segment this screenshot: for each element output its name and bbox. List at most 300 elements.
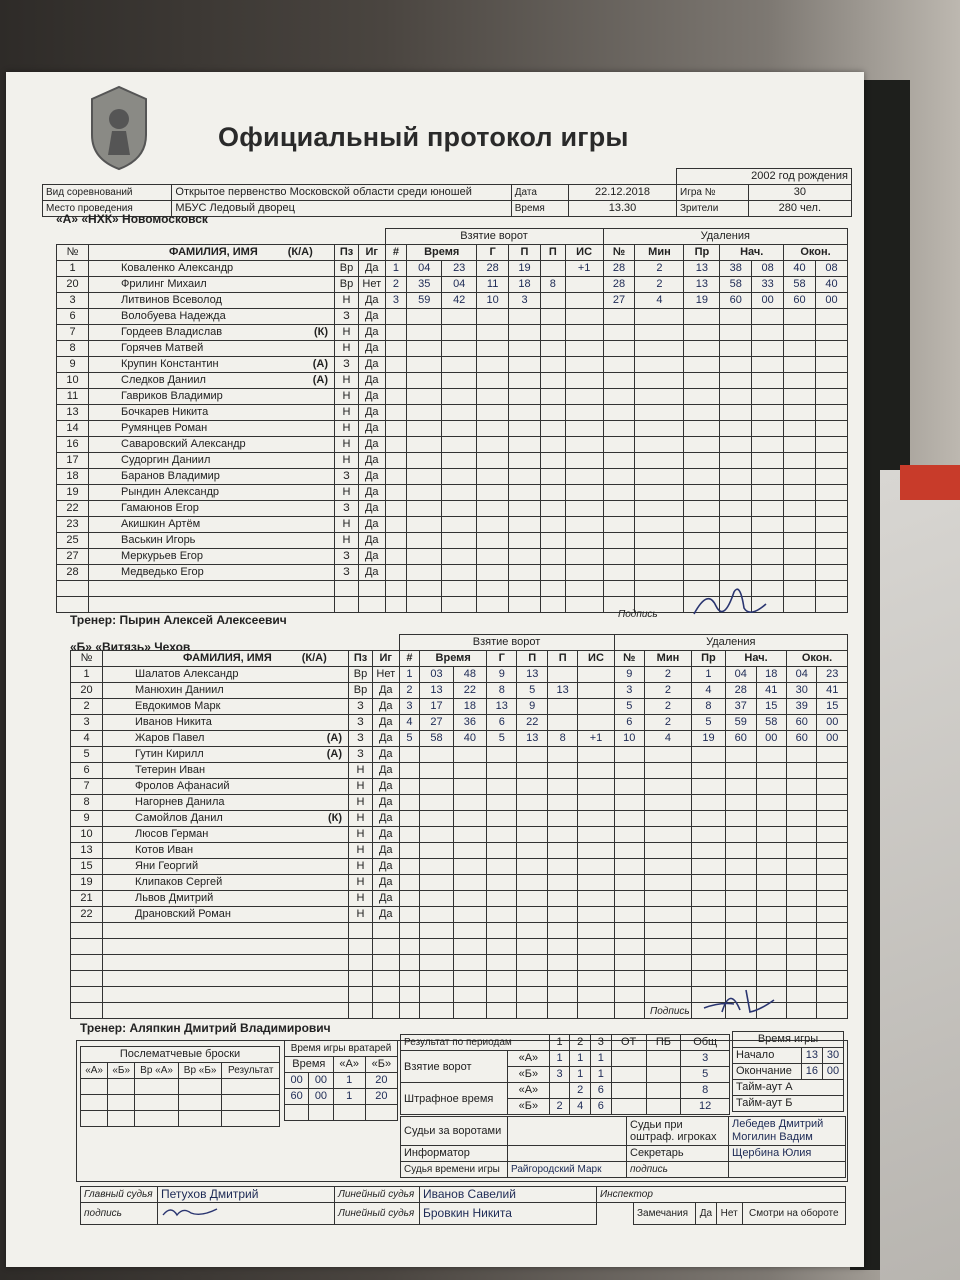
player-number: 6 xyxy=(57,309,89,325)
cloth-background xyxy=(880,470,960,1280)
period-1-value: 1 xyxy=(549,1051,570,1067)
player-played: Да xyxy=(359,293,386,309)
goal-situation xyxy=(578,907,614,923)
pb-value xyxy=(646,1083,681,1099)
pen-start-sec: 00 xyxy=(756,731,786,747)
pen-minutes: 2 xyxy=(635,277,684,293)
goal-assist-2 xyxy=(547,795,577,811)
pen-reason xyxy=(684,533,720,549)
pen-start-sec xyxy=(752,309,784,325)
goal-num xyxy=(385,309,407,325)
pen-end-min xyxy=(784,565,816,581)
pen-start-sec xyxy=(752,373,784,389)
goal-num: 1 xyxy=(385,261,407,277)
player-name-text: Медведько Егор xyxy=(121,566,204,578)
goal-assist-1 xyxy=(509,437,541,453)
goal-assist-2 xyxy=(547,875,577,891)
pen-reason: 19 xyxy=(691,731,725,747)
goal-sec xyxy=(453,907,486,923)
goal-assist-2 xyxy=(540,357,565,373)
goal-num xyxy=(385,533,407,549)
player-position: Н xyxy=(349,763,373,779)
pen-min-header: Мин xyxy=(635,245,684,261)
goal-min xyxy=(420,795,453,811)
pen-start-min xyxy=(726,779,756,795)
goal-min xyxy=(407,325,442,341)
player-role: (А) xyxy=(312,358,328,370)
pen-end-sec xyxy=(816,309,848,325)
p2-header: П xyxy=(547,651,577,667)
player-played: Да xyxy=(359,453,386,469)
player-played: Да xyxy=(359,565,386,581)
table-row xyxy=(71,779,848,795)
is-header: ИС xyxy=(578,651,614,667)
pen-end-sec: 15 xyxy=(817,699,848,715)
team-tag: «А» xyxy=(508,1083,550,1099)
goal-situation xyxy=(565,341,603,357)
table-row xyxy=(71,763,848,779)
so-b: «Б» xyxy=(108,1063,135,1079)
player-position: Н xyxy=(349,907,373,923)
pen-end-min xyxy=(784,533,816,549)
goal-min xyxy=(420,955,453,971)
pen-start-sec: 15 xyxy=(756,699,786,715)
pen-minutes xyxy=(645,843,692,859)
pen-end-min xyxy=(784,309,816,325)
pen-minutes xyxy=(635,453,684,469)
goal-assist-1 xyxy=(517,827,547,843)
player-number: 16 xyxy=(57,437,89,453)
goal-num xyxy=(399,747,420,763)
goal-min: 35 xyxy=(407,277,442,293)
player-position: З xyxy=(335,469,359,485)
goal-situation xyxy=(578,1003,614,1019)
goal-scorer xyxy=(477,501,509,517)
empty-cell xyxy=(349,939,373,955)
pen-reason: 13 xyxy=(684,277,720,293)
team-a-signature xyxy=(690,578,770,623)
pen-end-min xyxy=(786,891,816,907)
pen-end-sec xyxy=(816,389,848,405)
goal-assist-1 xyxy=(509,405,541,421)
gk-title: Время игры вратарей xyxy=(285,1041,398,1057)
goal-assist-2 xyxy=(547,763,577,779)
period-1-value: 3 xyxy=(549,1067,570,1083)
pen-end-sec xyxy=(817,939,848,955)
goal-sec: 04 xyxy=(442,277,477,293)
goal-assist-2 xyxy=(540,341,565,357)
pen-end-min xyxy=(784,325,816,341)
goal-situation xyxy=(578,699,614,715)
pen-player xyxy=(603,501,635,517)
goal-situation xyxy=(578,811,614,827)
goal-min xyxy=(407,357,442,373)
so-result: Результат xyxy=(222,1063,280,1079)
pen-start-sec xyxy=(752,453,784,469)
goal-num xyxy=(385,517,407,533)
player-name-text: Фрилинг Михаил xyxy=(121,278,207,290)
birth-year: 2002 год рождения xyxy=(748,169,851,185)
goal-scorer: 10 xyxy=(477,293,509,309)
player-number: 27 xyxy=(57,549,89,565)
goal-assist-1 xyxy=(509,565,541,581)
goal-scorer xyxy=(477,517,509,533)
empty-cell xyxy=(373,939,400,955)
goal-num xyxy=(399,987,420,1003)
player-number: 6 xyxy=(71,763,103,779)
goal-sec xyxy=(442,581,477,597)
pen-start-min xyxy=(720,549,752,565)
goal-assist-1 xyxy=(517,779,547,795)
goal-assist-2 xyxy=(540,469,565,485)
player-played: Да xyxy=(373,683,400,699)
goal-assist-1 xyxy=(517,971,547,987)
pen-start-header: Нач. xyxy=(720,245,784,261)
player-name-text: Баранов Владимир xyxy=(121,470,220,482)
spacer xyxy=(57,229,89,245)
goal-assist-2: 13 xyxy=(547,683,577,699)
pen-start-sec xyxy=(752,341,784,357)
goal-assist-1: 13 xyxy=(517,731,547,747)
pen-end-sec xyxy=(817,971,848,987)
pen-start-sec xyxy=(756,891,786,907)
player-position: Н xyxy=(335,437,359,453)
pen-player xyxy=(603,421,635,437)
goal-sec xyxy=(453,875,486,891)
goal-min xyxy=(420,907,453,923)
pen-minutes xyxy=(635,405,684,421)
linesman-2-label: Линейный судья xyxy=(335,1203,420,1225)
ot-value xyxy=(611,1067,646,1083)
goal-min xyxy=(420,971,453,987)
pen-end-min xyxy=(784,389,816,405)
pen-reason xyxy=(684,309,720,325)
goal-assist-2 xyxy=(540,581,565,597)
pen-player xyxy=(614,891,644,907)
pen-start-min xyxy=(726,747,756,763)
pen-player xyxy=(614,923,644,939)
pen-end-header: Окон. xyxy=(786,651,847,667)
pen-start-min xyxy=(720,469,752,485)
pen-end-sec xyxy=(817,843,848,859)
pen-end-min xyxy=(784,581,816,597)
player-played: Да xyxy=(373,747,400,763)
ig-header: Иг xyxy=(373,651,400,667)
p-header: П xyxy=(509,245,541,261)
goal-sec xyxy=(453,971,486,987)
goal-situation xyxy=(565,389,603,405)
goal-situation xyxy=(578,859,614,875)
goal-sec xyxy=(442,501,477,517)
name-header xyxy=(103,651,349,667)
team-b-coach: Тренер: Аляпкин Дмитрий Владимирович xyxy=(80,1021,331,1035)
penalties-title: Удаления xyxy=(603,229,847,245)
player-number: 9 xyxy=(57,357,89,373)
pen-start-min: 37 xyxy=(726,699,756,715)
goal-assist-1 xyxy=(509,581,541,597)
total-value: 8 xyxy=(681,1083,730,1099)
goal-scorer xyxy=(487,747,517,763)
referees-table xyxy=(80,1186,846,1225)
player-name xyxy=(89,373,335,389)
empty-cell xyxy=(71,955,103,971)
goal-scorer xyxy=(477,341,509,357)
pen-reason xyxy=(691,795,725,811)
name-header xyxy=(89,245,335,261)
goal-assist-2 xyxy=(547,843,577,859)
referee-label: Главный судья xyxy=(81,1187,158,1203)
empty-cell xyxy=(103,1003,349,1019)
penbox-2: Могилин Вадим xyxy=(732,1131,813,1143)
timekeeper-label: Судья времени игры xyxy=(401,1162,508,1178)
pen-end-sec xyxy=(817,811,848,827)
goal-min xyxy=(407,549,442,565)
goal-assist-1: 5 xyxy=(517,683,547,699)
pen-end-min xyxy=(784,501,816,517)
goal-assist-2 xyxy=(547,955,577,971)
goal-min xyxy=(420,811,453,827)
goal-situation: +1 xyxy=(578,731,614,747)
pen-end-sec xyxy=(816,421,848,437)
pen-end-sec xyxy=(816,533,848,549)
goal-situation xyxy=(565,437,603,453)
goal-situation xyxy=(578,827,614,843)
player-name xyxy=(103,795,349,811)
table-row xyxy=(57,325,848,341)
player-played: Да xyxy=(373,699,400,715)
goal-assist-2 xyxy=(547,747,577,763)
pen-start-sec xyxy=(756,811,786,827)
goal-num xyxy=(399,811,420,827)
player-number: 20 xyxy=(71,683,103,699)
penalties-title: Удаления xyxy=(614,635,847,651)
date-label: Дата xyxy=(511,185,568,201)
goal-min xyxy=(420,891,453,907)
table-row xyxy=(71,683,848,699)
pen-end-sec xyxy=(817,875,848,891)
pen-start-sec xyxy=(752,357,784,373)
team-b-table xyxy=(70,634,848,1019)
pen-end-sec: 40 xyxy=(816,277,848,293)
player-number: 3 xyxy=(57,293,89,309)
pen-reason: 4 xyxy=(691,683,725,699)
informer-label: Информатор xyxy=(401,1146,508,1162)
empty-cell xyxy=(373,955,400,971)
pen-reason xyxy=(691,747,725,763)
period-pb: ПБ xyxy=(646,1035,681,1051)
pen-end-min xyxy=(786,843,816,859)
pen-minutes xyxy=(645,891,692,907)
player-number: 8 xyxy=(71,795,103,811)
player-position: Н xyxy=(349,843,373,859)
pen-minutes xyxy=(635,389,684,405)
table-row xyxy=(71,731,848,747)
spacer xyxy=(89,229,335,245)
goal-assist-2 xyxy=(540,309,565,325)
goal-assist-1 xyxy=(509,421,541,437)
goal-min xyxy=(420,779,453,795)
pen-reason xyxy=(684,373,720,389)
goal-situation xyxy=(578,747,614,763)
goal-assist-1 xyxy=(517,795,547,811)
player-position: Н xyxy=(349,891,373,907)
player-name-text: Рындин Александр xyxy=(121,486,220,498)
player-name xyxy=(103,843,349,859)
pen-minutes xyxy=(645,827,692,843)
empty-cell xyxy=(71,939,103,955)
pen-end-min: 30 xyxy=(786,683,816,699)
num-header: № xyxy=(57,245,89,261)
pen-start-min xyxy=(720,357,752,373)
goals-title: Взятие ворот xyxy=(399,635,614,651)
pen-minutes xyxy=(645,971,692,987)
goal-sec: 18 xyxy=(453,699,486,715)
pen-end-min: 40 xyxy=(784,261,816,277)
empty-cell xyxy=(103,923,349,939)
pim-label: Штрафное время xyxy=(401,1083,508,1115)
empty-cell xyxy=(335,597,359,613)
player-name-text: Васькин Игорь xyxy=(121,534,196,546)
pen-player: 5 xyxy=(614,699,644,715)
pen-start-min xyxy=(726,811,756,827)
goal-min xyxy=(407,565,442,581)
pen-player xyxy=(614,827,644,843)
pen-end-min xyxy=(786,827,816,843)
pen-minutes: 2 xyxy=(645,683,692,699)
table-row xyxy=(57,533,848,549)
empty-cell xyxy=(349,1003,373,1019)
gk-cell: 60 xyxy=(285,1089,309,1105)
empty-cell xyxy=(349,987,373,1003)
goal-situation xyxy=(565,597,603,613)
ig-header: Иг xyxy=(359,245,386,261)
empty-cell xyxy=(103,955,349,971)
player-played: Да xyxy=(359,405,386,421)
linesman-1-label: Линейный судья xyxy=(335,1187,420,1203)
goal-scorer xyxy=(487,875,517,891)
pen-reason xyxy=(691,763,725,779)
pen-player xyxy=(603,517,635,533)
pen-start-min xyxy=(720,485,752,501)
pen-end-sec xyxy=(817,955,848,971)
pen-reason: 13 xyxy=(684,261,720,277)
goal-min xyxy=(407,437,442,453)
goal-scorer xyxy=(477,357,509,373)
goal-sec xyxy=(442,373,477,389)
pen-end-min xyxy=(786,811,816,827)
empty-cell xyxy=(349,971,373,987)
goal-assist-2 xyxy=(547,923,577,939)
secretary-label: Секретарь xyxy=(627,1146,729,1162)
player-position: Н xyxy=(335,485,359,501)
pen-start-min xyxy=(726,827,756,843)
period-3-value: 1 xyxy=(590,1051,611,1067)
player-position: Н xyxy=(335,517,359,533)
inspector-label: Инспектор xyxy=(597,1187,846,1203)
team-b-sign-label: Подпись xyxy=(650,1006,690,1017)
goal-scorer xyxy=(477,389,509,405)
pen-start-min xyxy=(720,421,752,437)
pen-start-sec: 18 xyxy=(756,667,786,683)
table-row xyxy=(57,421,848,437)
goal-situation xyxy=(565,293,603,309)
period-3-value: 1 xyxy=(590,1067,611,1083)
timeout-a: Тайм-аут А xyxy=(733,1080,844,1096)
pen-player xyxy=(614,859,644,875)
goal-sec xyxy=(453,795,486,811)
pen-reason xyxy=(684,421,720,437)
pen-minutes xyxy=(635,485,684,501)
goal-sec: 48 xyxy=(453,667,486,683)
table-row xyxy=(71,827,848,843)
player-played: Да xyxy=(359,437,386,453)
player-played: Да xyxy=(359,469,386,485)
player-position: Н xyxy=(335,293,359,309)
player-played: Да xyxy=(373,811,400,827)
goal-num xyxy=(399,939,420,955)
pen-start-sec xyxy=(756,747,786,763)
pen-end-min xyxy=(784,549,816,565)
pen-num-header: № xyxy=(614,651,644,667)
table-row xyxy=(57,261,848,277)
player-position: Вр xyxy=(335,261,359,277)
goal-situation xyxy=(578,939,614,955)
goal-assist-2 xyxy=(547,779,577,795)
pen-minutes xyxy=(645,811,692,827)
period-1-value: 2 xyxy=(549,1099,570,1115)
player-name xyxy=(89,533,335,549)
pen-end-sec xyxy=(816,597,848,613)
table-row xyxy=(57,389,848,405)
pen-start-sec xyxy=(752,549,784,565)
table-row xyxy=(71,891,848,907)
goal-num: 1 xyxy=(399,667,420,683)
remarks-see-back: Смотри на обороте xyxy=(742,1203,845,1225)
player-number: 15 xyxy=(71,859,103,875)
player-played: Да xyxy=(359,549,386,565)
goal-num xyxy=(399,843,420,859)
goal-situation xyxy=(578,875,614,891)
player-name-text: Волобуева Надежда xyxy=(121,310,226,322)
pen-reason xyxy=(691,907,725,923)
pen-end-min: 60 xyxy=(784,293,816,309)
player-number: 9 xyxy=(71,811,103,827)
gk-cell: 00 xyxy=(309,1089,333,1105)
player-position: З xyxy=(349,715,373,731)
pen-player xyxy=(603,389,635,405)
game-no-value: 30 xyxy=(748,185,851,201)
player-name xyxy=(89,565,335,581)
goal-situation xyxy=(578,923,614,939)
pen-end-min xyxy=(784,517,816,533)
team-tag: «Б» xyxy=(508,1067,550,1083)
goal-assist-2: 8 xyxy=(547,731,577,747)
pen-minutes xyxy=(645,859,692,875)
goal-assist-2 xyxy=(540,533,565,549)
player-number: 1 xyxy=(71,667,103,683)
pen-start-min xyxy=(720,533,752,549)
goal-time-header: Время xyxy=(420,651,487,667)
player-played: Нет xyxy=(373,667,400,683)
player-name xyxy=(89,549,335,565)
goal-sec xyxy=(442,517,477,533)
pen-player xyxy=(614,1003,644,1019)
pen-reason xyxy=(691,779,725,795)
num-header: № xyxy=(71,651,103,667)
goal-sec xyxy=(453,939,486,955)
goal-assist-1 xyxy=(509,549,541,565)
goal-min xyxy=(407,581,442,597)
